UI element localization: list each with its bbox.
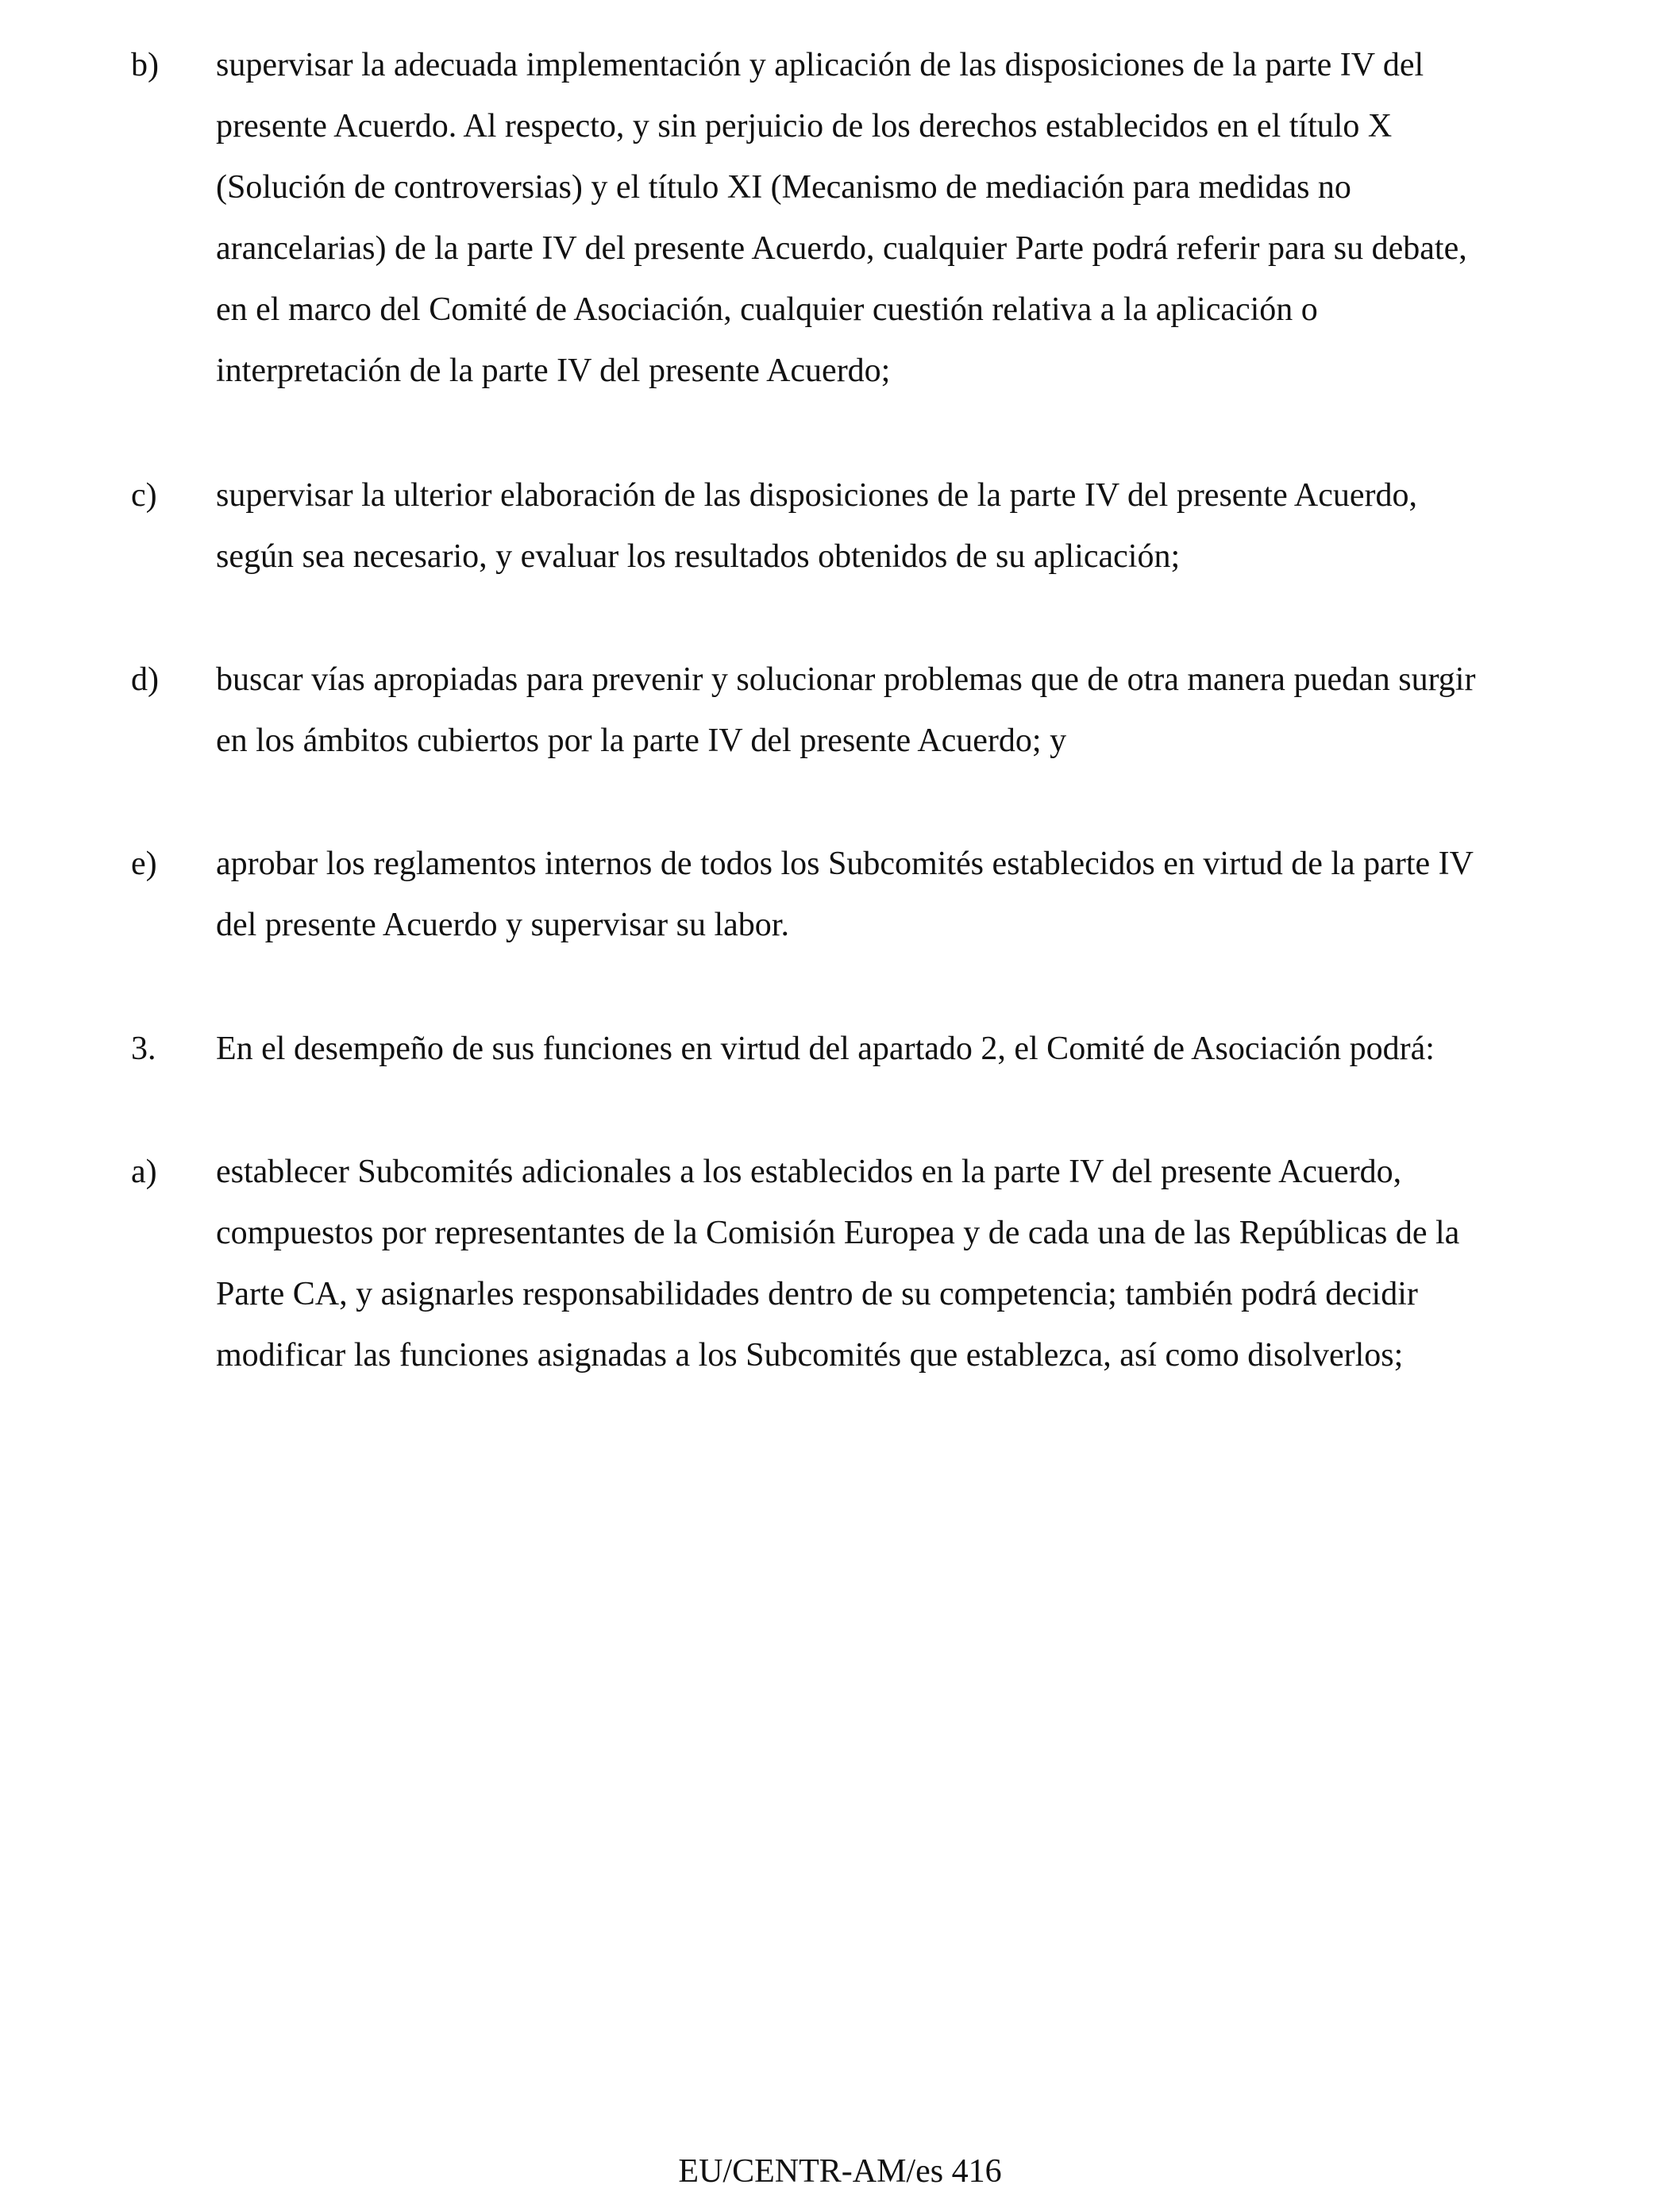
- text-line: En el desempeño de sus funciones en virtud del apartado 2, el Comité de Asociación podrá:: [216, 1031, 1435, 1067]
- text-line: buscar vías apropiadas para prevenir y solucionar problemas que de otra manera puedan surgir: [216, 661, 1476, 698]
- item-text: [216, 1142, 1584, 1386]
- text-line: interpretación de la parte IV del presente Acuerdo;: [216, 353, 891, 389]
- item-label: b): [131, 47, 159, 83]
- item-label: a): [131, 1154, 157, 1190]
- text-line: supervisar la adecuada implementación y aplicación de las disposiciones de la parte IV del: [216, 47, 1424, 83]
- text-line: modificar las funciones asignadas a los Subcomités que establezca, así como disolverlos;: [216, 1337, 1404, 1374]
- item-text: [216, 834, 1584, 956]
- text-line: Parte CA, y asignarles responsabilidades dentro de su competencia; también podrá decidir: [216, 1276, 1418, 1312]
- text-line: supervisar la ulterior elaboración de las disposiciones de la parte IV del presente Acuerdo,: [216, 477, 1418, 514]
- text-line: según sea necesario, y evaluar los resultados obtenidos de su aplicación;: [216, 538, 1181, 575]
- item-text: [216, 465, 1584, 588]
- text-line: aprobar los reglamentos internos de todos los Subcomités establecidos en virtud de la parte IV: [216, 846, 1474, 882]
- text-line: presente Acuerdo. Al respecto, y sin perjuicio de los derechos establecidos en el título X: [216, 108, 1393, 144]
- item-text: [216, 1019, 1584, 1080]
- page-footer-reference: EU/CENTR-AM/es 416: [678, 2153, 1002, 2190]
- text-line: arancelarias) de la parte IV del presente Acuerdo, cualquier Parte podrá referir para su debate,: [216, 230, 1467, 267]
- item-label: c): [131, 477, 157, 514]
- item-text: [216, 35, 1584, 402]
- item-label: 3.: [131, 1031, 156, 1067]
- text-line: establecer Subcomités adicionales a los establecidos en la parte IV del presente Acuerdo,: [216, 1154, 1402, 1190]
- item-label: d): [131, 661, 159, 698]
- item-text: [216, 649, 1584, 772]
- text-line: en los ámbitos cubiertos por la parte IV del presente Acuerdo; y: [216, 722, 1067, 759]
- text-line: (Solución de controversias) y el título XI (Mecanismo de mediación para medidas no: [216, 169, 1351, 206]
- item-label: e): [131, 846, 157, 882]
- text-line: en el marco del Comité de Asociación, cualquier cuestión relativa a la aplicación o: [216, 291, 1318, 328]
- text-line: del presente Acuerdo y supervisar su labor.: [216, 907, 789, 943]
- text-line: compuestos por representantes de la Comisión Europea y de cada una de las Repúblicas de la: [216, 1215, 1460, 1251]
